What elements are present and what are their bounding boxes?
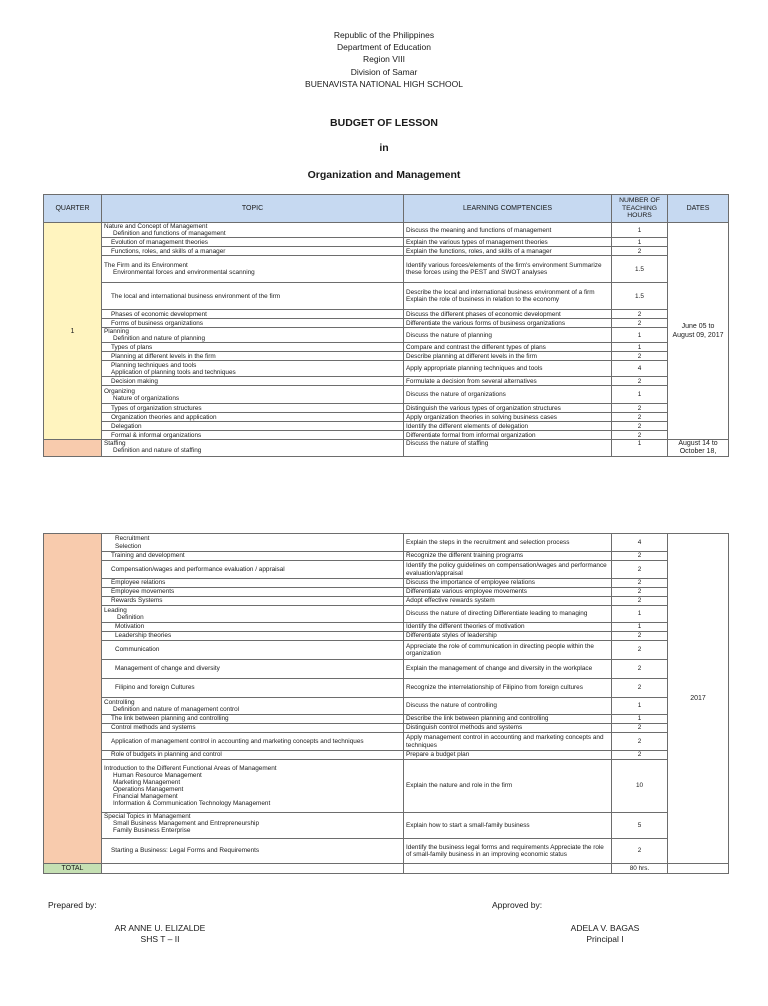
hours-cell: 1	[612, 440, 668, 457]
hours-cell: 1	[612, 343, 668, 352]
hours-cell: 2	[612, 352, 668, 361]
dates-cell: August 14 to October 18,	[668, 440, 729, 457]
topic-cell: Phases of economic development	[102, 310, 404, 319]
competency-cell: Describe the link between planning and controlling	[404, 715, 612, 724]
hours-cell: 2	[612, 579, 668, 588]
topic-cell: Nature and Concept of Management Definition and functions of management	[102, 223, 404, 238]
hours-cell: 1	[612, 238, 668, 247]
table-row	[44, 422, 729, 431]
topic-cell: The link between planning and controlling	[102, 715, 404, 724]
table-row	[44, 534, 729, 552]
competency-cell: Differentiate formal from informal organization	[404, 431, 612, 440]
preparer-block	[80, 923, 240, 945]
topic-cell: Management of change and diversity	[102, 660, 404, 679]
competencies-header: LEARNING COMPTENCIES	[404, 195, 612, 223]
competency-cell: Identify the different theories of motivation	[404, 623, 612, 632]
total-dates-cell	[668, 864, 729, 874]
topic-cell: Evolution of management theories	[102, 238, 404, 247]
competency-cell: Prepare a budget plan	[404, 751, 612, 760]
hours-cell: 1.5	[612, 256, 668, 283]
dates-cell: 2017	[668, 534, 729, 864]
competency-cell: Discuss the nature of directing Differentiate leading to managing	[404, 606, 612, 623]
competency-cell: Apply management control in accounting and marketing concepts and techniques	[404, 733, 612, 751]
total-competency-cell	[404, 864, 612, 874]
topic-cell: Employee movements	[102, 588, 404, 597]
table-row	[44, 623, 729, 632]
table-row	[44, 256, 729, 283]
table-row	[44, 343, 729, 352]
competency-cell: Identify the different elements of delegation	[404, 422, 612, 431]
competency-cell: Discuss the nature of controlling	[404, 698, 612, 715]
table-row	[44, 679, 729, 698]
hours-cell: 2	[612, 377, 668, 386]
hours-cell: 2	[612, 733, 668, 751]
hours-cell: 2	[612, 431, 668, 440]
topic-cell: Application of management control in accounting and marketing concepts and techniques	[102, 733, 404, 751]
competency-cell: Discuss the different phases of economic development	[404, 310, 612, 319]
table-row	[44, 632, 729, 641]
hours-cell: 2	[612, 319, 668, 328]
competency-cell: Identify various forces/elements of the firm's environment Summarize these forces using the PEST and SWOT analyses	[404, 256, 612, 283]
hours-cell: 2	[612, 751, 668, 760]
topic-cell: Planning techniques and tools Application of planning tools and techniques	[102, 361, 404, 377]
preparer-name: AR ANNE U. ELIZALDE	[114, 923, 206, 933]
table-row	[44, 413, 729, 422]
table-row	[44, 319, 729, 328]
hours-cell: 4	[612, 534, 668, 552]
table-row	[44, 715, 729, 724]
competency-cell: Formulate a decision from several alternatives	[404, 377, 612, 386]
hours-cell: 1	[612, 698, 668, 715]
topic-cell: Controlling Definition and nature of management control	[102, 698, 404, 715]
letterhead-division: Division of Samar	[350, 66, 418, 77]
hours-cell: 2	[612, 422, 668, 431]
hours-cell: 1	[612, 328, 668, 343]
approver-title: Principal I	[586, 934, 624, 944]
letterhead-department: Department of Education	[336, 42, 432, 53]
table-row	[44, 328, 729, 343]
table-row	[44, 724, 729, 733]
hours-cell: 5	[612, 813, 668, 839]
topic-header: TOPIC	[102, 195, 404, 223]
table-row	[44, 588, 729, 597]
competency-cell: Differentiate various employee movements	[404, 588, 612, 597]
hours-cell: 2	[612, 679, 668, 698]
topic-cell: The local and international business environment of the firm	[102, 283, 404, 310]
competency-cell: Appreciate the role of communication in directing people within the organization	[404, 641, 612, 660]
prepared-by-label: Prepared by:	[48, 900, 97, 910]
topic-cell: Forms of business organizations	[102, 319, 404, 328]
competency-cell: Differentiate the various forms of business organizations	[404, 319, 612, 328]
competency-cell: Identify the business legal forms and requirements Appreciate the role of small-family business in an improving economic status	[404, 839, 612, 864]
competency-cell: Distinguish the various types of organization structures	[404, 404, 612, 413]
hours-cell: 1	[612, 623, 668, 632]
competency-cell: Apply appropriate planning techniques and tools	[404, 361, 612, 377]
competency-cell: Apply organization theories in solving business cases	[404, 413, 612, 422]
total-hours: 80 hrs.	[612, 864, 668, 874]
topic-cell: Role of budgets in planning and control	[102, 751, 404, 760]
hours-cell: 1.5	[612, 283, 668, 310]
topic-cell: Formal & informal organizations	[102, 431, 404, 440]
table-row	[44, 839, 729, 864]
table-row	[44, 751, 729, 760]
hours-cell: 2	[612, 660, 668, 679]
topic-cell: Employee relations	[102, 579, 404, 588]
competency-cell: Explain the management of change and diversity in the workplace	[404, 660, 612, 679]
topic-cell: Rewards Systems	[102, 597, 404, 606]
table-header-row	[44, 195, 729, 223]
title-connector: in	[379, 142, 389, 154]
hours-cell: 1	[612, 606, 668, 623]
quarter-cell	[44, 534, 102, 864]
dates-header: DATES	[668, 195, 729, 223]
lesson-budget-table-page1	[43, 194, 729, 457]
topic-cell: Training and development	[102, 552, 404, 561]
table-row	[44, 552, 729, 561]
hours-cell: 2	[612, 561, 668, 579]
topic-cell: Starting a Business: Legal Forms and Requirements	[102, 839, 404, 864]
topic-cell: The Firm and its Environment Environmental forces and environmental scanning	[102, 256, 404, 283]
total-topic-cell	[102, 864, 404, 874]
competency-cell: Identify the policy guidelines on compensation/wages and performance evaluation/appraisal	[404, 561, 612, 579]
hours-header: NUMBER OF TEACHING HOURS	[612, 195, 668, 223]
quarter-header: QUARTER	[44, 195, 102, 223]
topic-cell: Types of plans	[102, 343, 404, 352]
topic-cell: Functions, roles, and skills of a manager	[102, 247, 404, 256]
hours-cell: 2	[612, 247, 668, 256]
topic-cell: Planning Definition and nature of planning	[102, 328, 404, 343]
hours-cell: 2	[612, 588, 668, 597]
approver-block	[535, 923, 675, 945]
table-row	[44, 641, 729, 660]
competency-cell: Discuss the nature of planning	[404, 328, 612, 343]
hours-cell: 2	[612, 310, 668, 319]
topic-cell: Types of organization structures	[102, 404, 404, 413]
hours-cell: 2	[612, 839, 668, 864]
competency-cell: Differentiate styles of leadership	[404, 632, 612, 641]
topic-cell: Leading Definition	[102, 606, 404, 623]
table-row	[44, 579, 729, 588]
topic-cell: Planning at different levels in the firm	[102, 352, 404, 361]
competency-cell: Explain the various types of management theories	[404, 238, 612, 247]
table-row	[44, 606, 729, 623]
competency-cell: Explain the nature and role in the firm	[404, 760, 612, 813]
competency-cell: Recognize the interrelationship of Filipino from foreign cultures	[404, 679, 612, 698]
competency-cell: Discuss the nature of staffing	[404, 440, 612, 457]
table-row	[44, 698, 729, 715]
hours-cell: 2	[612, 724, 668, 733]
table-row	[44, 223, 729, 238]
hours-cell: 2	[612, 404, 668, 413]
topic-cell: Leadership theories	[102, 632, 404, 641]
hours-cell: 1	[612, 715, 668, 724]
table-row	[44, 561, 729, 579]
competency-cell: Describe the local and international business environment of a firm Explain the role of business in relation to the economy	[404, 283, 612, 310]
dates-cell: June 05 to August 09, 2017	[668, 223, 729, 440]
table-row	[44, 352, 729, 361]
topic-cell: Introduction to the Different Functional Areas of Management Human Resource Management Marketing Management Operations Management Financial Management Information & Communication Technology Management	[102, 760, 404, 813]
competency-cell: Adopt effective rewards system	[404, 597, 612, 606]
hours-cell: 2	[612, 413, 668, 422]
hours-cell: 4	[612, 361, 668, 377]
quarter-cell: 1	[44, 223, 102, 440]
table-row	[44, 283, 729, 310]
competency-cell: Explain how to start a small-family business	[404, 813, 612, 839]
topic-cell: Control methods and systems	[102, 724, 404, 733]
hours-cell: 2	[612, 597, 668, 606]
hours-cell: 1	[612, 386, 668, 404]
table-row	[44, 660, 729, 679]
topic-cell: Staffing Definition and nature of staffing	[102, 440, 404, 457]
table-row	[44, 597, 729, 606]
topic-cell: Motivation	[102, 623, 404, 632]
table-row	[44, 440, 729, 457]
competency-cell: Distinguish control methods and systems	[404, 724, 612, 733]
competency-cell: Compare and contrast the different types of plans	[404, 343, 612, 352]
approver-name: ADELA V. BAGAS	[570, 923, 640, 933]
table-row	[44, 431, 729, 440]
letterhead-country: Republic of the Philippines	[333, 30, 435, 40]
table-row	[44, 310, 729, 319]
preparer-title: SHS T – II	[140, 934, 180, 944]
table-row	[44, 361, 729, 377]
topic-cell: Compensation/wages and performance evaluation / appraisal	[102, 561, 404, 579]
topic-cell: Special Topics in Management Small Business Management and Entrepreneurship Family Business Enterprise	[102, 813, 404, 839]
hours-cell: 2	[612, 632, 668, 641]
topic-cell: Decision making	[102, 377, 404, 386]
table-row	[44, 813, 729, 839]
topic-cell: Recruitment Selection	[102, 534, 404, 552]
subject-title: Organization and Management	[307, 169, 461, 181]
topic-cell: Organization theories and application	[102, 413, 404, 422]
document-title: BUDGET OF LESSON	[330, 117, 438, 129]
letterhead-school: BUENAVISTA NATIONAL HIGH SCHOOL	[305, 78, 463, 89]
competency-cell: Discuss the importance of employee relations	[404, 579, 612, 588]
quarter-cell	[44, 440, 102, 457]
table-row	[44, 733, 729, 751]
competency-cell: Discuss the nature of organizations	[404, 386, 612, 404]
topic-cell: Communication	[102, 641, 404, 660]
table-row	[44, 386, 729, 404]
table-row	[44, 760, 729, 813]
total-label: TOTAL	[44, 864, 102, 874]
table-row	[44, 404, 729, 413]
topic-cell: Filipino and foreign Cultures	[102, 679, 404, 698]
topic-cell: Delegation	[102, 422, 404, 431]
total-row	[44, 864, 729, 874]
approved-by-label: Approved by:	[492, 900, 543, 910]
hours-cell: 1	[612, 223, 668, 238]
competency-cell: Explain the functions, roles, and skills of a manager	[404, 247, 612, 256]
table-row	[44, 377, 729, 386]
hours-cell: 2	[612, 552, 668, 561]
competency-cell: Discuss the meaning and functions of management	[404, 223, 612, 238]
competency-cell: Describe planning at different levels in the firm	[404, 352, 612, 361]
hours-cell: 10	[612, 760, 668, 813]
table-row	[44, 238, 729, 247]
letterhead-region: Region VIII	[362, 54, 406, 65]
table-row	[44, 247, 729, 256]
competency-cell: Explain the steps in the recruitment and selection process	[404, 534, 612, 552]
topic-cell: Organizing Nature of organizations	[102, 386, 404, 404]
letterhead	[0, 29, 768, 90]
lesson-budget-table-page2	[43, 533, 729, 874]
hours-cell: 2	[612, 641, 668, 660]
competency-cell: Recognize the different training programs	[404, 552, 612, 561]
